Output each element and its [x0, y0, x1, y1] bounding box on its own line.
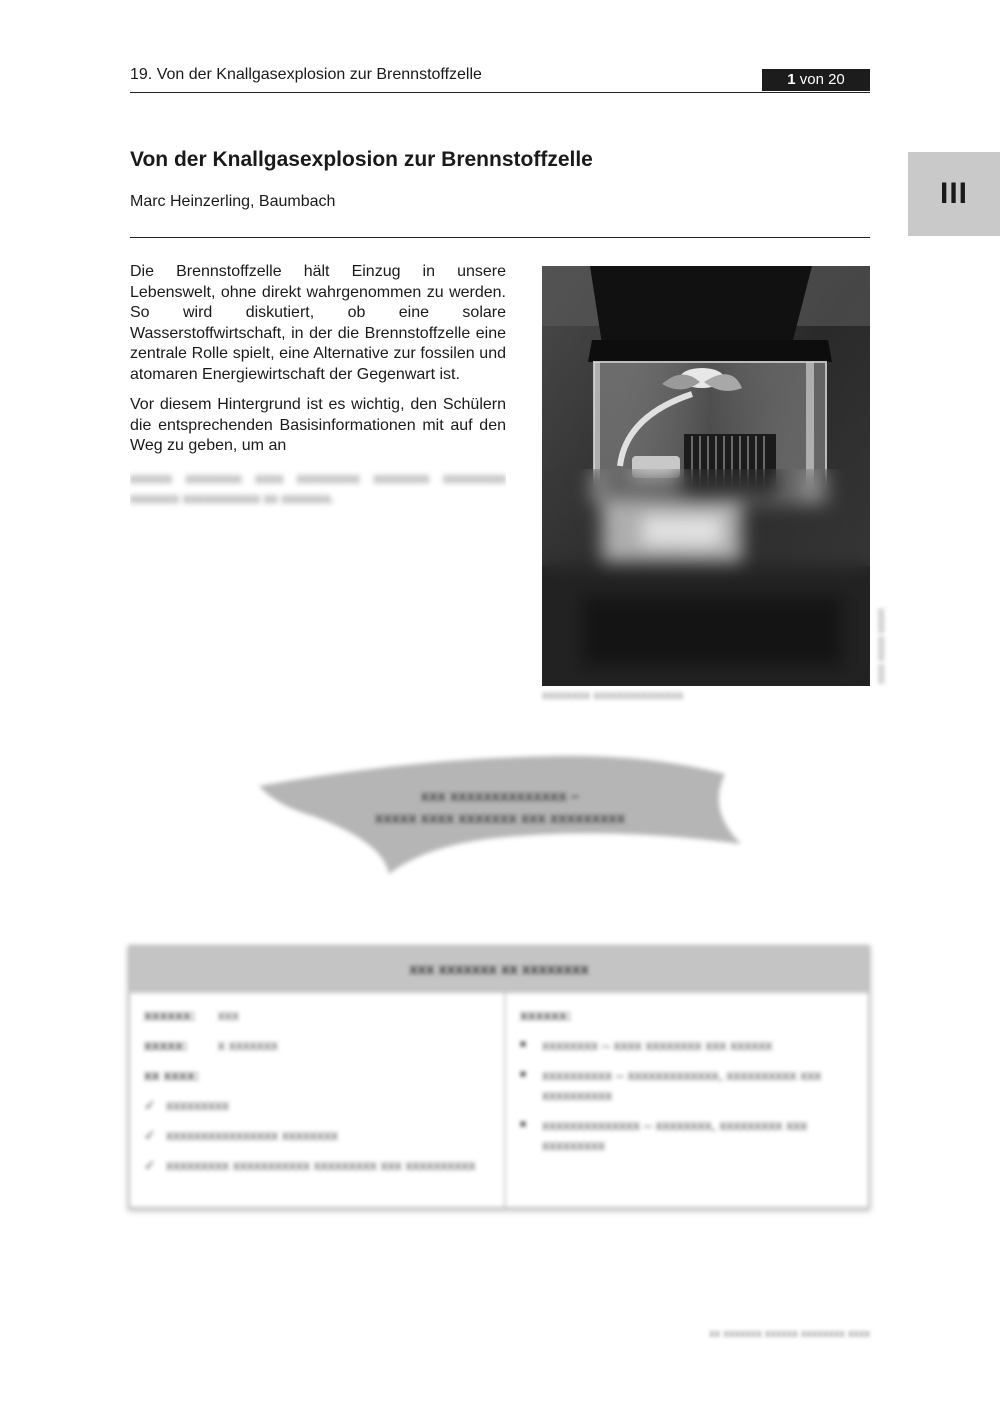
photo-blurred-region — [542, 469, 870, 686]
section-tab — [908, 152, 1000, 236]
overview-box-body — [130, 993, 868, 1207]
running-header — [130, 66, 870, 93]
article-title: Von der Knallgasexplosion zur Brennstoffzelle — [130, 148, 593, 171]
footer-blurred: xx xxxxxxx xxxxxx xxxxxxxx xxxx — [709, 1328, 870, 1340]
overview-box-header: xxx xxxxxxx xx xxxxxxxx — [130, 947, 868, 993]
intro-paragraph-2: Vor diesem Hintergrund ist es wichtig, den Schülern die entsprechenden Basisinformationen mit auf den Weg zu geben, um an — [130, 396, 506, 454]
overview-left-column: xxxxxx: xxx xxxxx: x xxxxxxx xx xxxx: ✓ xxxxxxxxx ✓ xxxxxxxxxxxxxxxx xxxxxxxx ✓ xxxxxxxxx xxxxxxxxxxx xxxxxxxxx xxx xxxxxxxxxx — [130, 993, 506, 1207]
section-tab-label: III — [939, 177, 968, 210]
blurred-text-region: xxxxxx xxxxxxxx xxxx xxxxxxxxx xxxxxxxx xxxxxxxxx xxxxxxx xxxxxxxxxxx xx xxxxxxx. — [130, 470, 506, 506]
running-header-title: 19. Von der Knallgasexplosion zur Brennstoffzelle — [130, 66, 482, 83]
title-divider — [130, 237, 870, 238]
photo-credit-blurred: xxxx xxxxx xxxxx — [876, 608, 887, 684]
overview-right-column: xxxxxx: ■ xxxxxxxx – xxxx xxxxxxxx xxx xxxxxx ■ xxxxxxxxxx – xxxxxxxxxxxxx, xxxxxxxxxx xxx xxxxxxxxxx ■ xxxxxxxxxxxxxx – xxxxxxxx, xxxxxxxxx xxx xxxxxxxxx — [506, 993, 868, 1207]
article-author: Marc Heinzerling, Baumbach — [130, 193, 336, 210]
intro-paragraph-1: Die Brennstoffzelle hält Einzug in unsere Lebenswelt, ohne direkt wahrgenommen zu werden. So wird diskutiert, ob eine solare Wasserstoffwirtschaft, in der die Brennstoffzelle eine zentrale Rolle spielt, eine Alternative zur fossilen und atomaren Energiewirtschaft der Gegenwart ist. — [130, 263, 506, 383]
intro-text — [130, 262, 506, 506]
page-number-current: 1 — [787, 71, 796, 88]
overview-box-blurred — [128, 945, 870, 1209]
ribbon-banner-text-blurred: xxx xxxxxxxxxxxxxx – xxxxx xxxx xxxxxxx xxx xxxxxxxxx — [374, 788, 626, 827]
page-number-total: von 20 — [795, 71, 845, 88]
photo-caption-blurred: xxxxxxxx xxxxxxxxxxxxxxx — [542, 688, 684, 702]
page-counter — [762, 69, 870, 91]
fuel-cell-photo — [542, 266, 870, 686]
